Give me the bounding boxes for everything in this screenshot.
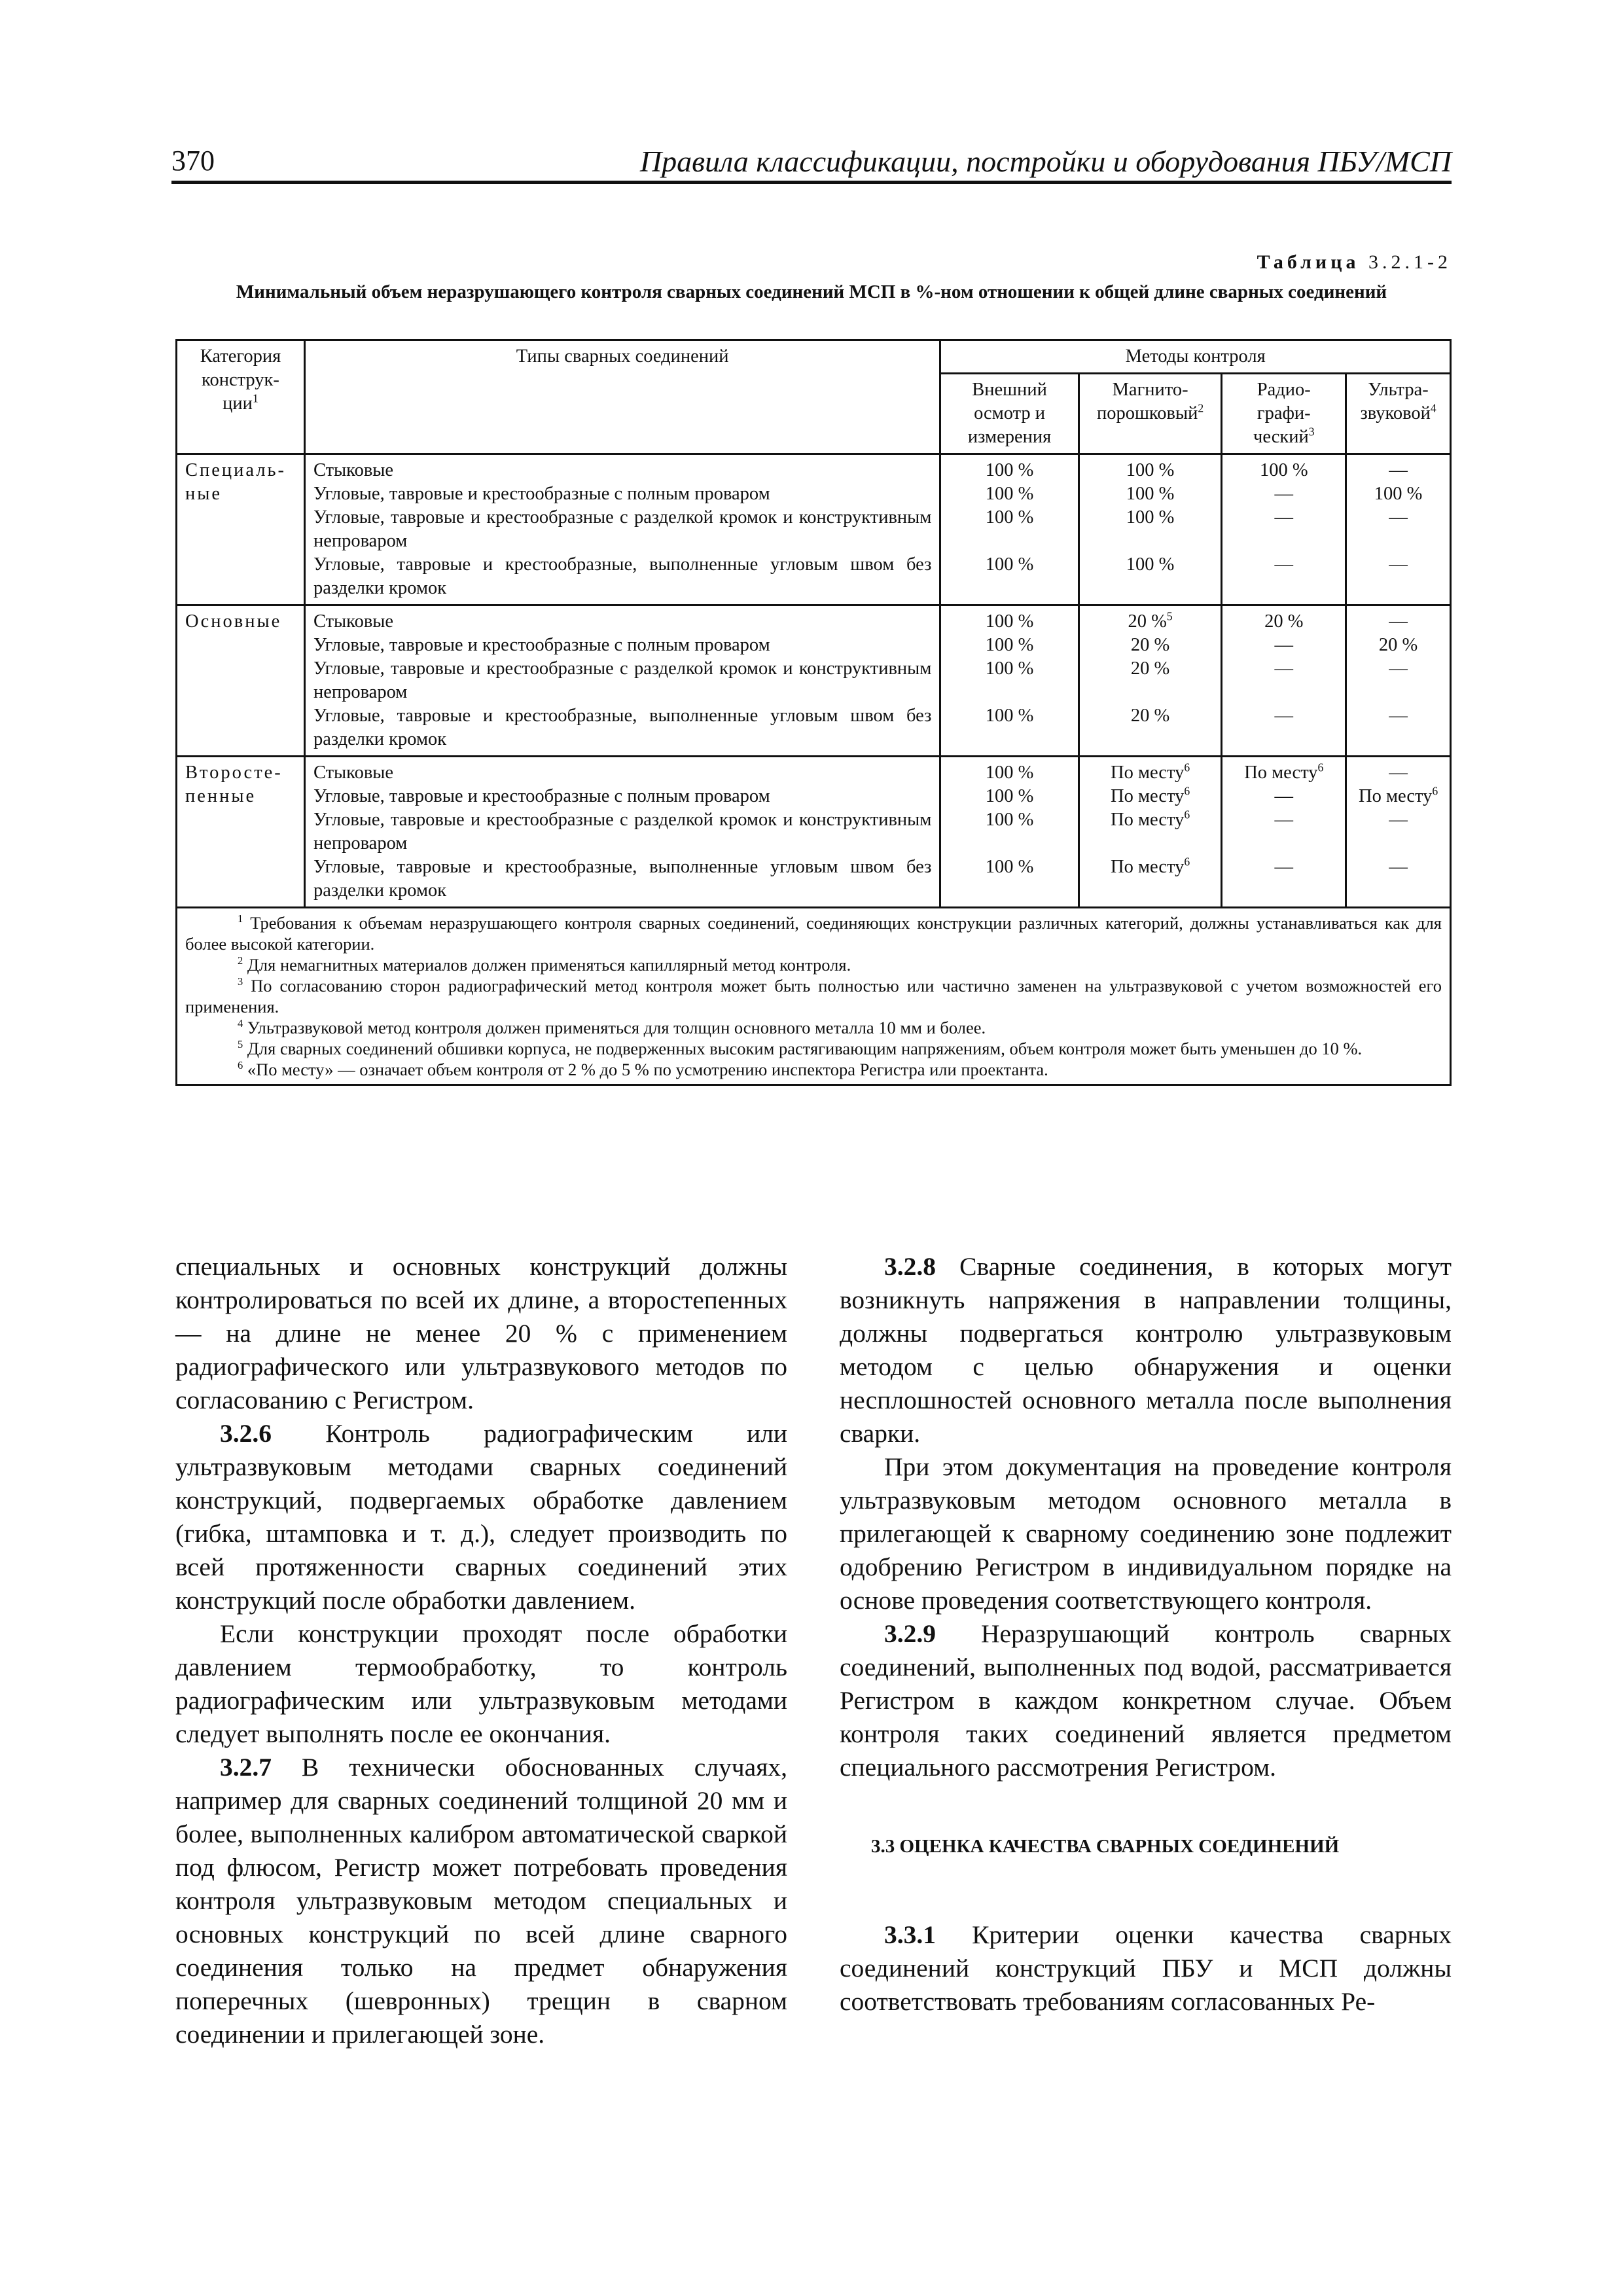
- footnote: $^5$ Для сварных соединений обшивки корпуса, не подверженных высоким растягивающим напряжениям, объем контроля может быть уменьшен до 10 %.: [238, 1038, 1363, 1058]
- paragraph: 3.2.7 В технически обоснованных случаях, например для сварных соединений толщиной 20 мм и более, выполненных калибром автоматической сваркой под флюсом, Регистр может потребовать проведения контроля ультразвуковым методом специальных и основных конструкций по всей длине сварного соединения только на предмет обнаружения поперечных (шевронных) трещин в сварном соединении и прилегающей зоне.: [175, 1753, 787, 2049]
- value: 20 %: [1264, 611, 1304, 632]
- table-caption: [1257, 251, 1452, 274]
- value: 100 %: [985, 554, 1034, 575]
- value: —: [1389, 658, 1408, 679]
- value: 100 %: [985, 706, 1034, 726]
- value: 100 %: [1126, 554, 1175, 575]
- value: 100 %: [985, 460, 1034, 480]
- table-row: [177, 757, 1451, 908]
- value: —: [1389, 460, 1408, 480]
- value: 100 %: [985, 762, 1034, 783]
- body-column-right: [840, 1250, 1452, 2018]
- value: 20 %: [1130, 635, 1170, 655]
- table-caption-label: Таблица: [1257, 251, 1360, 273]
- header-radiographic: Радио-графи-ческий$^3$: [1222, 374, 1346, 454]
- paragraph: 3.2.8 Сварные соединения, в которых могут возникнуть напряжения в направлении толщины, должны подвергаться контролю ультразвуковым методом с целью обнаружения и оценки несплошностей основного металла после выполнения сварки.: [840, 1252, 1452, 1448]
- joint-type: Угловые, тавровые и крестообразные с полным проваром: [313, 484, 770, 504]
- paragraph: 3.3.1 Критерии оценки качества сварных соединений конструкций ПБУ и МСП должны соответствовать требованиям согласованных Ре-: [840, 1920, 1452, 2016]
- value: 100 %: [1126, 507, 1175, 528]
- value: —: [1389, 507, 1408, 528]
- header-category: Категория конструк-ции$^1$: [177, 340, 305, 454]
- header-ultrasonic: Ультра-звуковой$^4$: [1346, 374, 1451, 454]
- value-cell-m3: [1222, 605, 1346, 757]
- value: —: [1274, 484, 1294, 504]
- value: —: [1274, 706, 1294, 726]
- value-cell-m4: [1346, 757, 1451, 908]
- footnote: $^4$ Ультразвуковой метод контроля должен применяться для толщин основного металла 10 мм и более.: [238, 1017, 986, 1037]
- value: 100 %: [1126, 460, 1175, 480]
- value: —: [1274, 786, 1294, 806]
- value: 20 %: [1130, 658, 1170, 679]
- joint-type: Угловые, тавровые и крестообразные, выполненные угловым швом без разделки кромок: [313, 706, 932, 749]
- value: —: [1274, 810, 1294, 830]
- value: —: [1274, 658, 1294, 679]
- clause-number: 3.3.1: [884, 1920, 936, 1949]
- value: 100 %: [1126, 484, 1175, 504]
- paragraph: При этом документация на проведение контроля ультразвуковым методом основного металла в прилегающей к сварному соединению зоне подлежит одобрению Регистром в индивидуальном порядке на основе проведения соответствующего контроля.: [840, 1452, 1452, 1615]
- clause-number: 3.2.7: [220, 1753, 272, 1782]
- value: 20 %$^5$: [1128, 609, 1173, 632]
- value: 100 %: [985, 857, 1034, 877]
- joint-type: Угловые, тавровые и крестообразные с полным проваром: [313, 635, 770, 655]
- value: По месту$^6$: [1111, 808, 1190, 830]
- header-rule: [171, 181, 1452, 184]
- value: 100 %: [985, 484, 1034, 504]
- joint-type: Угловые, тавровые и крестообразные с полным проваром: [313, 786, 770, 806]
- running-title: Правила классификации, постройки и оборудования ПБУ/МСП: [639, 145, 1452, 178]
- value-cell-m4: [1346, 454, 1451, 605]
- footnote: $^1$ Требования к объемам неразрушающего контроля сварных соединений, соединяющих конструкции различных категорий, должны устанавливаться как для более высокой категории.: [185, 912, 1442, 954]
- value: 100 %: [985, 635, 1034, 655]
- section-heading: 3.3 ОЦЕНКА КАЧЕСТВА СВАРНЫХ СОЕДИНЕНИЙ: [871, 1836, 1340, 1857]
- value-cell-m2: [1079, 454, 1222, 605]
- joint-type: Стыковые: [313, 460, 394, 480]
- table-row: [177, 454, 1451, 605]
- page-number: 370: [171, 145, 215, 177]
- value: —: [1389, 810, 1408, 830]
- value: По месту$^6$: [1358, 784, 1438, 806]
- joint-type: Угловые, тавровые и крестообразные, выполненные угловым швом без разделки кромок: [313, 857, 932, 901]
- value: 100 %: [985, 658, 1034, 679]
- header-magnetic: Магнито-порошковый$^2$: [1079, 374, 1222, 454]
- clause-number: 3.2.9: [884, 1619, 936, 1648]
- table-footnotes: [177, 908, 1451, 1085]
- value: —: [1389, 762, 1408, 783]
- value: —: [1274, 554, 1294, 575]
- value-cell-m4: [1346, 605, 1451, 757]
- value: По месту$^6$: [1111, 761, 1190, 783]
- value: —: [1389, 554, 1408, 575]
- value-cell-m2: [1079, 757, 1222, 908]
- paragraph: 3.2.9 Неразрушающий контроль сварных соединений, выполненных под водой, рассматривается Регистром в каждом конкретном случае. Объем контроля таких соединений является предметом специального рассмотрения Регистром.: [840, 1619, 1452, 1782]
- category-cell: Специаль-ные: [177, 454, 305, 605]
- value: 100 %: [985, 611, 1034, 632]
- value: 20 %: [1378, 635, 1418, 655]
- clause-number: 3.2.8: [884, 1252, 936, 1281]
- value: По месту$^6$: [1111, 784, 1190, 806]
- joint-type: Угловые, тавровые и крестообразные с разделкой кромок и конструктивным непроваром: [313, 810, 932, 853]
- value-cell-m2: [1079, 605, 1222, 757]
- value: 100 %: [1259, 460, 1308, 480]
- value: —: [1389, 611, 1408, 632]
- value: —: [1274, 857, 1294, 877]
- joint-type: Угловые, тавровые и крестообразные, выполненные угловым швом без разделки кромок: [313, 554, 932, 598]
- value: —: [1274, 635, 1294, 655]
- joint-types-cell: [304, 605, 940, 757]
- table-row: [177, 605, 1451, 757]
- paragraph: специальных и основных конструкций должны контролироваться по всей их длине, а второстепенных — на длине не менее 20 % с применением радиографического или ультразвукового методов по согласованию с Регистром.: [175, 1252, 787, 1414]
- value: 100 %: [985, 786, 1034, 806]
- value: 100 %: [985, 507, 1034, 528]
- value: 20 %: [1130, 706, 1170, 726]
- clause-number: 3.2.6: [220, 1419, 272, 1448]
- footnote: $^2$ Для немагнитных материалов должен применяться капиллярный метод контроля.: [238, 954, 851, 975]
- value: По месту$^6$: [1111, 855, 1190, 877]
- table-caption-number: 3.2.1-2: [1368, 251, 1452, 273]
- footnote: $^3$ По согласованию сторон радиографический метод контроля может быть полностью или частично заменен на ультразвуковой с учетом возможностей его применения.: [185, 975, 1442, 1016]
- value-cell-m1: [940, 454, 1079, 605]
- body-column-left: [175, 1250, 787, 2051]
- value-cell-m1: [940, 605, 1079, 757]
- category-cell: Второсте-пенные: [177, 757, 305, 908]
- category-cell: Основные: [177, 605, 305, 757]
- value: По месту$^6$: [1244, 761, 1324, 783]
- value-cell-m3: [1222, 454, 1346, 605]
- value: —: [1389, 706, 1408, 726]
- header-visual: Внешний осмотр и измерения: [940, 374, 1079, 454]
- joint-type: Стыковые: [313, 762, 394, 783]
- footnote: $^6$ «По месту» — означает объем контроля от 2 % до 5 % по усмотрению инспектора Регистра или проектанта.: [238, 1059, 1048, 1079]
- joint-types-cell: [304, 757, 940, 908]
- joint-types-cell: [304, 454, 940, 605]
- table-title: Минимальный объем неразрушающего контроля сварных соединений МСП в %-ном отношении к общей длине сварных соединений: [236, 281, 1387, 302]
- inspection-table: [175, 339, 1452, 1086]
- joint-type: Стыковые: [313, 611, 394, 632]
- joint-type: Угловые, тавровые и крестообразные с разделкой кромок и конструктивным непроваром: [313, 658, 932, 702]
- value: —: [1389, 857, 1408, 877]
- value-cell-m3: [1222, 757, 1346, 908]
- joint-type: Угловые, тавровые и крестообразные с разделкой кромок и конструктивным непроваром: [313, 507, 932, 551]
- value: —: [1274, 507, 1294, 528]
- value: 100 %: [1374, 484, 1423, 504]
- paragraph: Если конструкции проходят после обработки давлением термообработку, то контроль радиографическим или ультразвуковым методами следует выполнять после ее окончания.: [175, 1619, 787, 1748]
- header-joint-types: Типы сварных соединений: [304, 340, 940, 454]
- paragraph: 3.2.6 Контроль радиографическим или ультразвуковым методами сварных соединений конструкций, подвергаемых обработке давлением (гибка, штамповка и т. д.), следует производить по всей протяженности сварных соединений этих конструкций после обработки давлением.: [175, 1419, 787, 1615]
- value: 100 %: [985, 810, 1034, 830]
- header-methods: Методы контроля: [940, 340, 1451, 374]
- value-cell-m1: [940, 757, 1079, 908]
